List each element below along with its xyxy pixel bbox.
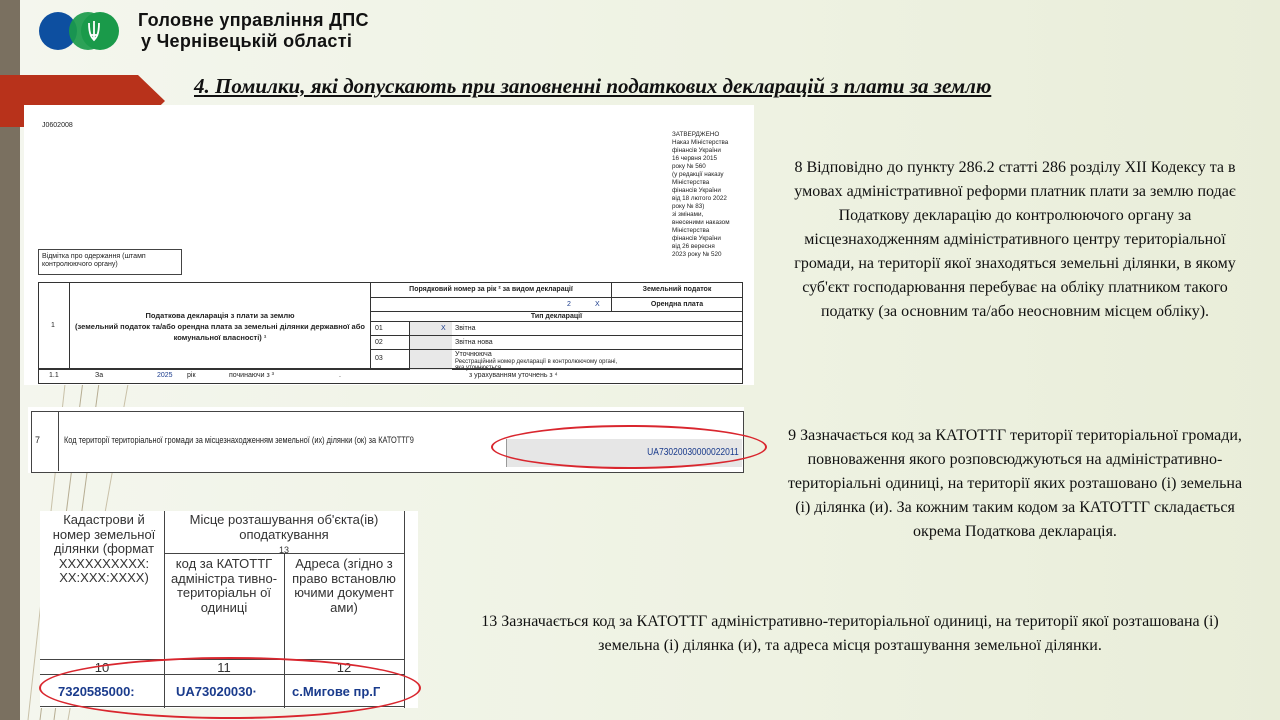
type-mark: X [441,325,446,332]
approval-line: внесеними наказом [672,219,730,226]
approval-line: року № 560 [672,163,706,170]
row-1-1 [38,368,743,384]
type-label: Звітна нова [455,339,493,346]
land-tax-label: Земельний податок [642,286,712,293]
org-line-2: у Чернівецькій області [141,31,353,51]
row11-with-corrections: з урахуванням уточнень з ⁴ [469,372,558,379]
type-label: Уточнююча [455,351,492,358]
location-header-text: Місце розташування об'єкта(ів) оподаткування [189,512,379,542]
footnote-9: 9 Зазначається код за КАТОТТГ території територіальної громади, повноваження якого розповсюджуються на адміністративно-територіальні одиниці, на території яких розташовано (і) земельна (і) ділянка (и). За кожним таким кодом за КАТОТТГ складається окрема Податкова декларація. [787,427,1243,540]
seq-x-mark: X [595,301,600,308]
type-code: 03 [375,355,383,362]
rent-label: Орендна плата [650,301,704,308]
highlight-oval-katottg [491,425,767,469]
col11-header: код за КАТОТТГ адміністра тивно-територіальн ої одиниці [170,556,278,615]
row11-dot: . [339,372,341,379]
katottg-code-value: UA73020030· [176,684,257,699]
type-code: 01 [375,325,383,332]
field-number: 7 [35,435,41,445]
footnote-13: 13 Зазначається код за КАТОТТГ адміністративно-територіальної одиниці, на території якої розташована (і) земельна (і) ділянка (и), та адреса місця розташування земельної ділянки. [481,613,1219,654]
approval-line: фінансів України [672,147,721,154]
row-number: 1 [51,322,55,329]
approval-line: фінансів України [672,187,721,194]
approval-line: (у редакції наказу [672,171,724,178]
type-row-02 [371,335,742,350]
row-number-cell [39,283,70,369]
row11-starting: починаючи з ³ [229,372,274,379]
approval-line: ЗАТВЕРДЖЕНО [672,131,720,138]
seq-value: 2 [567,301,571,308]
type-label: Звітна [455,325,476,332]
approval-line: Міністерства [672,227,710,234]
address-value: с.Мигове пр.Г [292,684,381,699]
row11-number: 1.1 [49,372,59,379]
org-line-1: Головне управління ДПС [138,10,369,30]
location-sup: 13 [278,545,289,555]
approval-line: від 26 вересня [672,243,715,250]
approval-line: року № 83) [672,203,705,210]
approval-line: 16 червня 2015 [672,155,718,162]
katottg-value: UA73020030000022011 [647,447,739,458]
cadastral-number-value: 7320585000: [58,684,135,699]
dps-logo [38,11,120,51]
type-row-01 [371,321,742,336]
col12-number: 12 [336,660,352,675]
location-header [166,513,402,558]
row11-rik: рік [187,372,196,379]
org-name [138,10,369,52]
col11-number: 11 [217,660,231,675]
approval-line: зі змінами, [672,211,704,218]
row11-for: За [95,372,104,379]
register-note: Реєстраційний номер декларації в контролюючому органі, яка уточнюється [455,359,618,371]
col12-header: Адреса (згідно з право встановлю ючими документ ами) [292,556,396,615]
declaration-title-cell [70,283,371,369]
type-row-03 [371,349,742,370]
approval-line: Наказ Міністерства [672,139,729,146]
approval-line: від 18 лютого 2022 [672,195,727,202]
col10-number: 10 [94,660,110,675]
approval-block [672,131,752,259]
field-label: Код території територіальної громади за місцезнаходженням земельної (их) ділянки (ок) за КАТОТТГ9 [64,435,414,445]
declaration-title: Податкова декларація з плати за землю [145,311,295,320]
highlight-oval-location [39,657,421,719]
approval-line: 2023 року № 520 [672,251,722,258]
seq-value-row [371,297,742,312]
approval-line: Міністерства [672,179,710,186]
row11-year: 2025 [157,372,173,379]
declaration-table [38,282,743,370]
footnote-8: 8 Відповідно до пункту 286.2 статті 286 розділу XII Кодексу та в умовах адміністративної реформи платник плати за землю подає Податкову декларацію до контролюючого органу за місцезнаходженням адміністративного центру територіальної громади, на території якої знаходяться земельні ділянки, в якому суб'єкт господарювання перебуває на обліку платником такого податку (за основним та/або неосновним місцем обліку). [794,159,1236,320]
stamp-box: Відмітка про одержання (штамп контролюючого органу) [38,249,182,275]
approval-line: фінансів України [672,235,721,242]
type-header: Тип декларації [371,311,742,322]
seq-number-header: Порядковий номер за рік ² за видом декларації [371,283,612,297]
type-code: 02 [375,339,383,346]
col10-header: Кадастрови й номер земельної ділянки (формат ХХХХХХХХХХ: ХХ:ХХХ:ХХХХ) [52,512,156,585]
declaration-form-header [24,105,754,385]
declaration-subtitle: (земельний податок та/або орендна плата за земельні ділянки державної або комунальної власності) ¹ [75,322,365,342]
slide-title: 4. Помилки, які допускають при заповненні податкових декларацій з плати за землю [194,74,992,98]
form-code: J0602008 [42,122,73,129]
